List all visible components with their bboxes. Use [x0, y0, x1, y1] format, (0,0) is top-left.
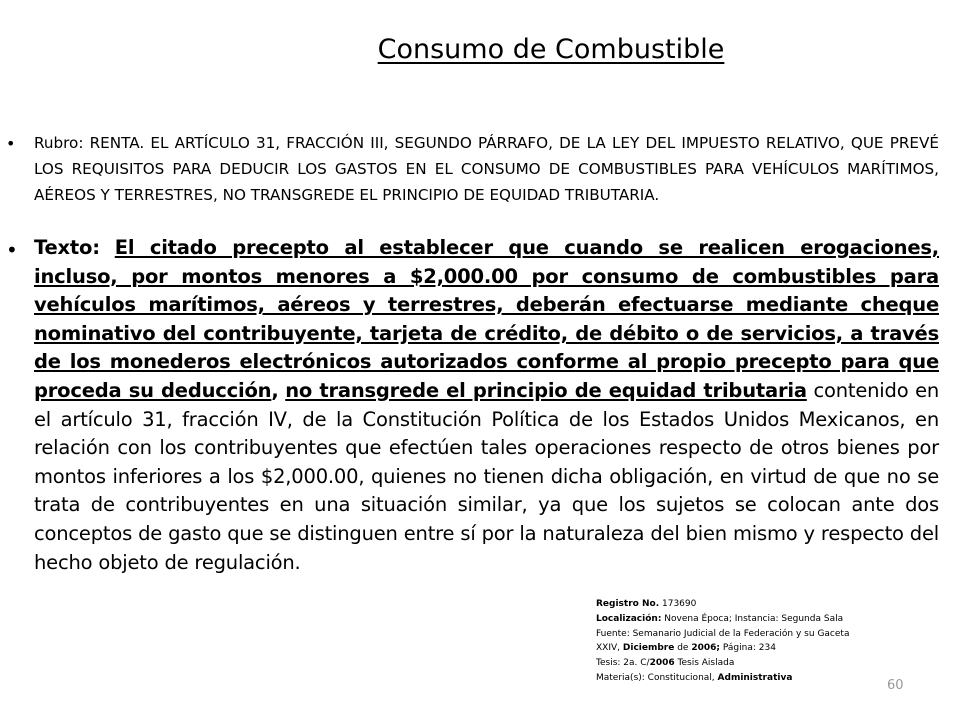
- localizacion-label: Localización:: [596, 613, 662, 624]
- texto-emphasis-part2: no transgrede el principio de equidad tributaria: [285, 378, 807, 402]
- tesis-prefix: Tesis: 2a. C/: [596, 658, 650, 669]
- localizacion-value: Novena Época; Instancia: Segunda Sala: [664, 613, 844, 624]
- tesis-suffix: Tesis Aislada: [677, 658, 735, 669]
- texto-comma: ,: [271, 378, 279, 402]
- rubro-text: Rubro: RENTA. EL ARTÍCULO 31, FRACCIÓN III, SEGUNDO PÁRRAFO, DE LA LEY DEL IMPUESTO RELATIVO, QUE PREVÉ LOS REQUISITOS PARA DEDUCIR LOS GASTOS EN EL CONSUMO DE COMBUSTIBLES PARA VEHÍCULOS MARÍTIMOS, AÉREOS Y TERRESTRES, NO TRANSGREDE EL PRINCIPIO DE EQUIDAD TRIBUTARIA.: [34, 134, 939, 204]
- slide-title: Consumo de Combustible: [377, 34, 725, 65]
- xxiv-year: 2006;: [691, 643, 720, 654]
- citation-localizacion: [596, 612, 916, 627]
- citation-fuente: Fuente: Semanario Judicial de la Federación y su Gaceta: [596, 628, 850, 639]
- citation-registro: [596, 597, 916, 612]
- xxiv-de: de: [677, 643, 689, 654]
- bullet-item-rubro: [6, 130, 939, 208]
- pagina-value: 234: [758, 643, 776, 654]
- citation-xxiv: [596, 641, 916, 656]
- citation-block: [596, 597, 916, 686]
- registro-label: Registro No.: [596, 599, 660, 609]
- texto-emphasis-part1: El citado precepto al establecer que cuando se realicen erogaciones, incluso, por montos menores a $2,000.00 por consumo de combustibles para vehículos marítimos, aéreos y terrestres, deberán efectuarse mediante cheque nominativo del contribuyente, tarjeta de crédito, de débito o de servicios, a través de los monederos electrónicos autorizados conforme al propio precepto para que proceda su deducción: [34, 236, 939, 402]
- citation-materia: [596, 671, 916, 686]
- pagina-label: Página:: [722, 643, 756, 654]
- page-number: 60: [887, 678, 904, 693]
- citation-tesis: [596, 656, 916, 671]
- texto-label: Texto:: [34, 236, 100, 259]
- xxiv-prefix: XXIV,: [596, 643, 621, 654]
- registro-value: 173690: [662, 599, 697, 609]
- bullet-dot-icon: •: [6, 238, 18, 262]
- bullet-item-texto: [6, 234, 940, 577]
- bullet-dot-icon: •: [6, 134, 16, 153]
- materia-bold: Administrativa: [717, 672, 793, 683]
- texto-body: contenido en el artículo 31, fracción IV, de la Constitución Política de los Estados Unidos Mexicanos, en relación con los contribuyentes que efectúen tales operaciones respecto de otros bienes por montos inferiores a los $2,000.00, quienes no tienen dicha obligación, en virtud de que no se trata de contribuyentes en una situación similar, ya que los sujetos se colocan ante dos conceptos de gasto que se distinguen entre sí por la naturaleza del bien mismo y respecto del hecho objeto de regulación.: [34, 378, 940, 574]
- materia-prefix: Materia(s): Constitucional,: [596, 672, 715, 683]
- xxiv-diciembre: Diciembre: [622, 643, 675, 654]
- tesis-year: 2006: [649, 658, 675, 669]
